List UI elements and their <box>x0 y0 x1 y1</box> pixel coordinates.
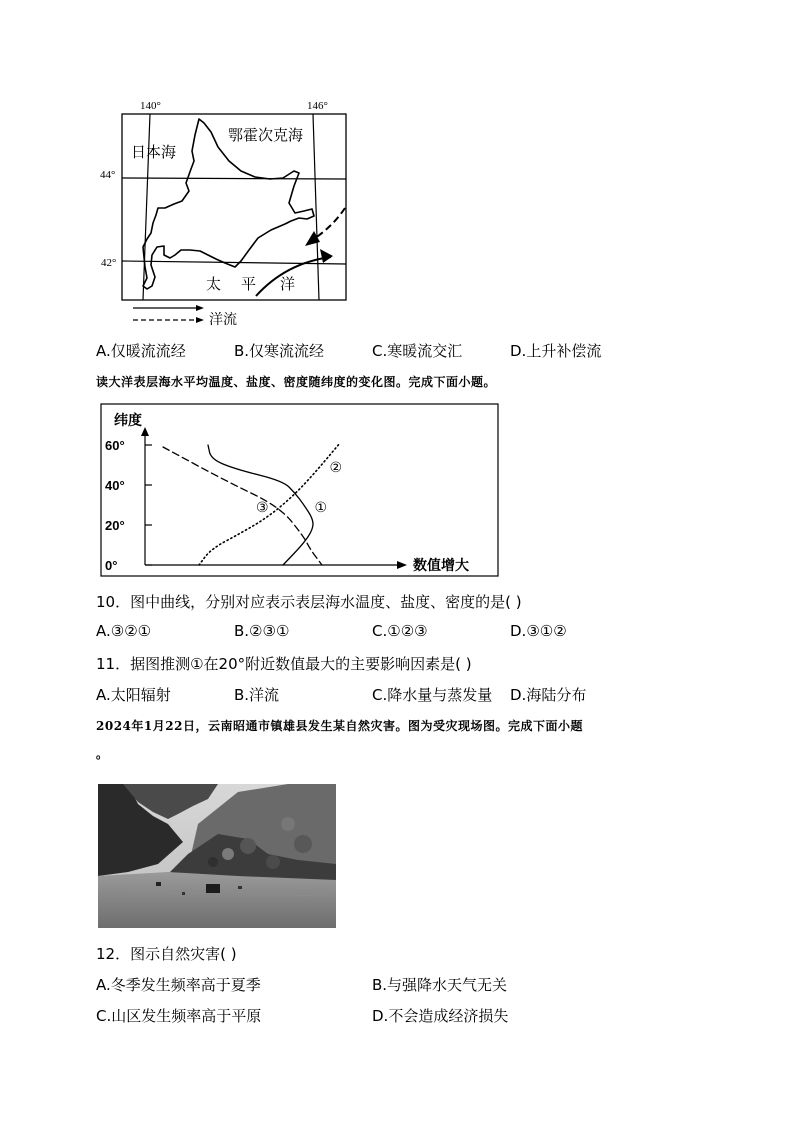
meridian-146 <box>313 114 319 300</box>
q11-option-a[interactable]: A.太阳辐射 <box>96 686 171 704</box>
q12-option-a[interactable]: A.冬季发生频率高于夏季 <box>96 976 261 994</box>
chart-xlabel: 数值增大 <box>413 558 469 574</box>
q9-option-a[interactable]: A.仅暖流流经 <box>96 342 186 360</box>
q9-option-b[interactable]: B.仅寒流流经 <box>234 342 325 360</box>
curve-label-1: ① <box>314 500 328 516</box>
y-tick-label: 40° <box>105 478 125 493</box>
q9-option-c[interactable]: C.寒暖流交汇 <box>372 342 463 360</box>
q12-option-b[interactable]: B.与强降水天气无关 <box>372 976 508 994</box>
curve-label-2: ② <box>329 460 343 476</box>
q12-option-c[interactable]: C.山区发生频率高于平原 <box>96 1007 262 1025</box>
y-tick-label: 60° <box>105 438 125 453</box>
chart-ylabel: 纬度 <box>114 413 142 429</box>
legend-dashed-arrowhead <box>196 317 204 323</box>
q12-option-d[interactable]: D.不会造成经济损失 <box>372 1007 509 1025</box>
ocean-chart <box>100 403 500 578</box>
passage-intro-disaster: 2024年1月22日，云南昭通市镇雄县发生某自然灾害。图为受灾现场图。完成下面小题 <box>96 719 583 733</box>
pacific-label-1: 太 <box>206 275 222 293</box>
q10-option-b[interactable]: B.②③① <box>234 622 290 640</box>
parallel-44 <box>122 178 346 179</box>
fallen-rock <box>206 884 220 893</box>
passage-intro-disaster-end: 。 <box>96 747 109 761</box>
q9-option-d[interactable]: D.上升补偿流 <box>510 342 602 360</box>
curve-label-3: ③ <box>256 500 269 516</box>
lat-label-42: 42° <box>101 257 117 269</box>
disaster-scene-photo <box>98 784 336 928</box>
q11-stem: 11．据图推测①在20°附近数值最大的主要影响因素是( ) <box>96 655 472 673</box>
passage-intro-ocean: 读大洋表层海水平均温度、盐度、密度随纬度的变化图。完成下面小题。 <box>96 375 497 389</box>
map-legend-label: 洋流 <box>209 312 237 328</box>
warm-current-arrowhead <box>320 249 333 263</box>
q11-option-b[interactable]: B.洋流 <box>234 686 280 704</box>
y-tick-label: 20° <box>105 518 125 533</box>
road-surface <box>98 872 336 928</box>
q10-option-d[interactable]: D.③①② <box>510 622 567 640</box>
q10-option-c[interactable]: C.①②③ <box>372 622 428 640</box>
map-legend <box>130 303 210 327</box>
q10-stem: 10．图中曲线，分别对应表示表层海水温度、盐度、密度的是( ) <box>96 593 522 611</box>
q10-option-a[interactable]: A.③②① <box>96 622 152 640</box>
lon-label-140: 140° <box>140 100 161 112</box>
q12-stem: 12．图示自然灾害( ) <box>96 945 237 963</box>
q11-option-d[interactable]: D.海陆分布 <box>510 686 587 704</box>
sea-of-okhotsk-label: 鄂霍次克海 <box>228 126 304 144</box>
q11-option-c[interactable]: C.降水量与蒸发量 <box>372 686 493 704</box>
legend-solid-arrowhead <box>196 305 204 311</box>
pacific-label-3: 洋 <box>280 275 296 293</box>
pacific-label-2: 平 <box>241 275 257 293</box>
sea-of-japan-label: 日本海 <box>131 143 177 161</box>
hokkaido-map <box>95 95 365 330</box>
y-tick-label: 0° <box>105 558 118 573</box>
lat-label-44: 44° <box>100 169 116 181</box>
lon-label-146: 146° <box>307 100 328 112</box>
